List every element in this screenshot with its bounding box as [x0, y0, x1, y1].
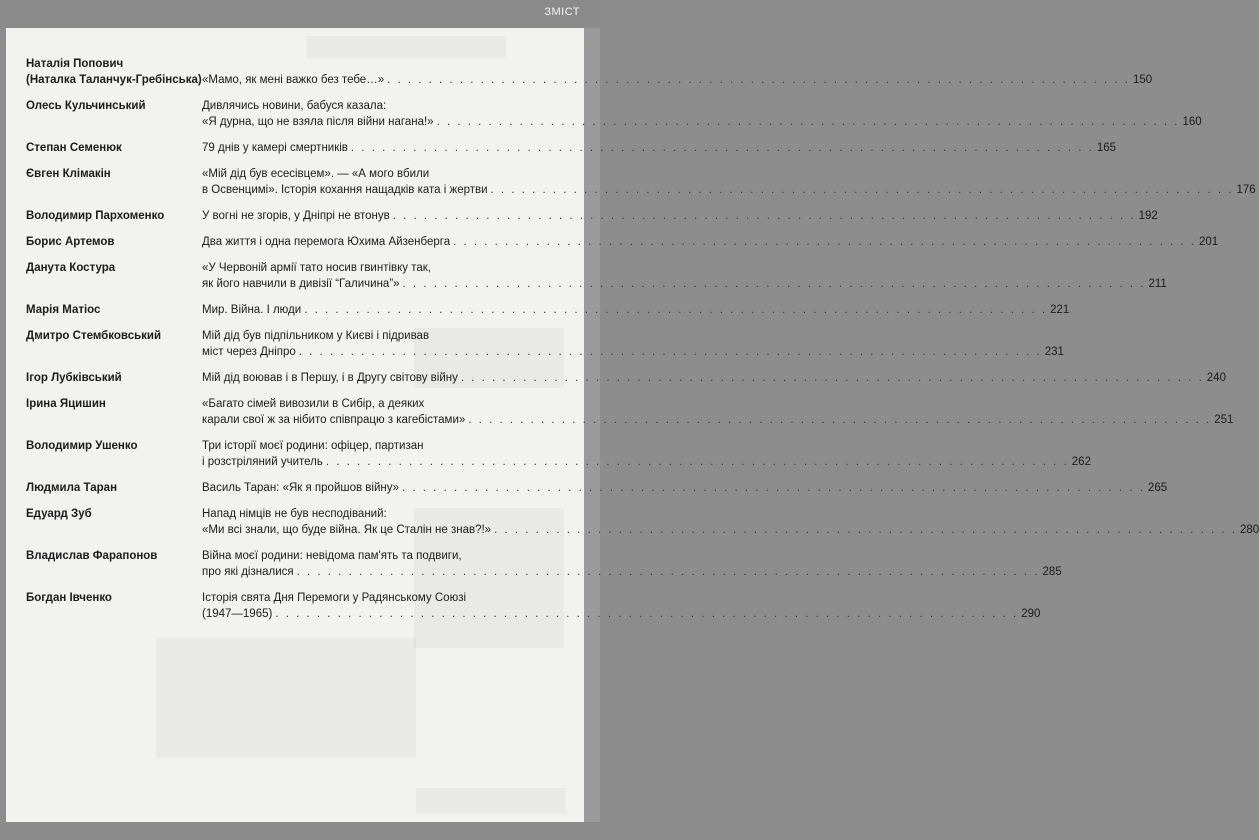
toc-title-line: Два життя і одна перемога Юхима Айзенберга [202, 236, 451, 248]
toc-author [26, 260, 202, 276]
toc-entry [26, 438, 1091, 470]
toc-entry [26, 98, 1202, 130]
toc-title [202, 260, 1167, 292]
toc-title-line: «Мій дід був есесівцем». — «А мого вбили [202, 168, 430, 180]
toc-author [26, 590, 202, 606]
toc-title-line: У вогні не згорів, у Дніпрі не втонув [202, 210, 390, 222]
toc-entry [26, 302, 1070, 318]
page-number: 192 [1138, 210, 1158, 222]
toc-title [202, 396, 1233, 428]
toc-title-line: Три історії моєї родини: офіцер, партизан [202, 440, 424, 452]
toc-title-line: «Ми всі знали, що буде війна. Як це Сталін не знав?!» [202, 524, 492, 536]
toc-entry [26, 56, 1153, 88]
toc-entry [26, 590, 1041, 622]
dot-leader [275, 606, 1018, 622]
toc-author-line: Людмила Таран [26, 482, 118, 494]
toc-author [26, 328, 202, 344]
page-number: 165 [1096, 142, 1117, 154]
page-number: 231 [1044, 346, 1064, 358]
toc-author [26, 98, 202, 114]
dot-leader [326, 454, 1069, 470]
toc-title [202, 590, 1040, 622]
toc-title-line: Історія свята Дня Перемоги у Радянському Союзі [202, 592, 467, 604]
toc-title-line: міст через Дніпро [202, 346, 296, 358]
footer-bar [0, 822, 600, 840]
toc-entry [26, 396, 1234, 428]
dot-leader [461, 370, 1204, 386]
toc-title-line: «Мамо, як мені важко без тебе…» [202, 74, 385, 86]
toc-title-line: про які дізналися [202, 566, 294, 578]
toc-title [202, 506, 1259, 538]
toc-entry [26, 166, 1256, 198]
toc-author [26, 166, 202, 182]
page-number: 262 [1071, 456, 1091, 468]
show-through-text [156, 638, 416, 758]
toc-author-line: (Наталка Таланчук-Гребінська) [26, 74, 202, 86]
toc-author [26, 140, 202, 156]
toc-author [26, 302, 202, 318]
toc-title [202, 480, 1167, 496]
toc-author-line: Ірина Яцишин [26, 398, 106, 410]
toc-title-line: «Я дурна, що не взяла після війни нагана!» [202, 116, 434, 128]
dot-leader [402, 480, 1145, 496]
toc-author-line: Євген Клімакін [26, 168, 111, 180]
dot-leader [304, 302, 1047, 318]
toc-title [202, 438, 1091, 470]
toc-title [202, 208, 1158, 224]
page-number: 280 [1239, 524, 1259, 536]
toc-title-line: «Багато сімей вивозили в Сибір, а деяких [202, 398, 425, 410]
dot-leader [297, 564, 1040, 580]
dot-leader [393, 208, 1136, 224]
toc-author-line: Володимир Пархоменко [26, 210, 165, 222]
toc-author-line: Олесь Кульчинський [26, 100, 146, 112]
toc-title-line: Мир. Війна. І люди [202, 304, 302, 316]
toc-entry [26, 208, 1158, 224]
section-title: ЗМІСТ [544, 6, 580, 18]
page-number: 285 [1042, 566, 1062, 578]
toc-title [202, 140, 1116, 156]
toc-author-line: Данута Костура [26, 262, 116, 274]
toc-title-line: Дивлячись новини, бабуся казала: [202, 100, 387, 112]
toc-entry [26, 506, 1259, 538]
dot-leader [403, 276, 1146, 292]
toc-title-line: «У Червоній армії тато носив гвинтівку так, [202, 262, 432, 274]
toc-title [202, 234, 1218, 250]
dot-leader [491, 182, 1234, 198]
page-number: 211 [1148, 278, 1167, 290]
toc-author [26, 480, 202, 496]
toc-title-line: і розстріляний учитель [202, 456, 323, 468]
toc-entry [26, 234, 1219, 250]
toc-author-line: Марія Матіос [26, 304, 101, 316]
dot-leader [437, 114, 1180, 130]
toc-title-line: карали свої ж за нібито співпрацю з кагебістами» [202, 414, 466, 426]
toc-author-line: Владислав Фарапонов [26, 550, 158, 562]
page-number: 176 [1236, 184, 1256, 196]
toc-entry [26, 328, 1064, 360]
toc-author-line: Наталія Попович [26, 58, 124, 70]
toc-title [202, 548, 1062, 580]
show-through-text [416, 788, 566, 814]
toc-author [26, 396, 202, 412]
toc-entry [26, 140, 1117, 156]
toc-title-line: Війна моєї родини: невідома пам'ять та подвиги, [202, 550, 462, 562]
toc-title-line: 79 днів у камері смертників [202, 142, 348, 154]
toc-author [26, 506, 202, 522]
dot-leader [299, 344, 1042, 360]
toc-author-line: Борис Артемов [26, 236, 115, 248]
toc-title [202, 328, 1064, 360]
toc-title [202, 56, 1152, 88]
toc-author-line: Степан Семенюк [26, 142, 122, 154]
toc-author [26, 438, 202, 454]
dot-leader [468, 412, 1211, 428]
toc-entry [26, 548, 1062, 580]
toc-author-line: Богдан Івченко [26, 592, 112, 604]
toc-author [26, 548, 202, 564]
toc-author-line: Едуард Зуб [26, 508, 92, 520]
toc-title [202, 370, 1226, 386]
toc-author [26, 234, 202, 250]
toc-title-line: Мій дід був підпільником у Києві і підривав [202, 330, 430, 342]
toc-entry [26, 370, 1226, 386]
page-number: 251 [1214, 414, 1234, 426]
table-of-contents [26, 56, 1259, 632]
page-number: 265 [1147, 482, 1168, 494]
toc-title-line: Мій дід воював і в Першу, і в Другу світову війну [202, 372, 458, 384]
toc-title-line: Напад німців не був несподіваний: [202, 508, 387, 520]
toc-title-line: Василь Таран: «Як я пройшов війну» [202, 482, 400, 494]
page-number: 201 [1199, 236, 1219, 248]
show-through-text [306, 36, 506, 58]
toc-title [202, 302, 1069, 318]
header-bar [0, 0, 600, 28]
toc-author-line: Ігор Лубківський [26, 372, 122, 384]
dot-leader [494, 522, 1237, 538]
toc-author [26, 208, 202, 224]
page-number: 150 [1133, 74, 1153, 86]
toc-entry [26, 480, 1168, 496]
toc-title [202, 166, 1256, 198]
toc-author-line: Володимир Ушенко [26, 440, 138, 452]
toc-author-line: Дмитро Стембковський [26, 330, 162, 342]
toc-entry [26, 260, 1167, 292]
page-number: 240 [1206, 372, 1226, 384]
toc-author [26, 56, 202, 88]
toc-title [202, 98, 1202, 130]
toc-title-line: в Освенцимі». Історія кохання нащадків ката і жертви [202, 184, 488, 196]
toc-title-line: як його навчили в дивізії “Галичина”» [202, 278, 400, 290]
toc-author [26, 370, 202, 386]
dot-leader [387, 72, 1130, 88]
toc-title-line: (1947—1965) [202, 608, 273, 620]
dot-leader [453, 234, 1196, 250]
page-number: 221 [1050, 304, 1070, 316]
dot-leader [351, 140, 1094, 156]
page-number: 290 [1021, 608, 1041, 620]
page-number: 160 [1182, 116, 1202, 128]
